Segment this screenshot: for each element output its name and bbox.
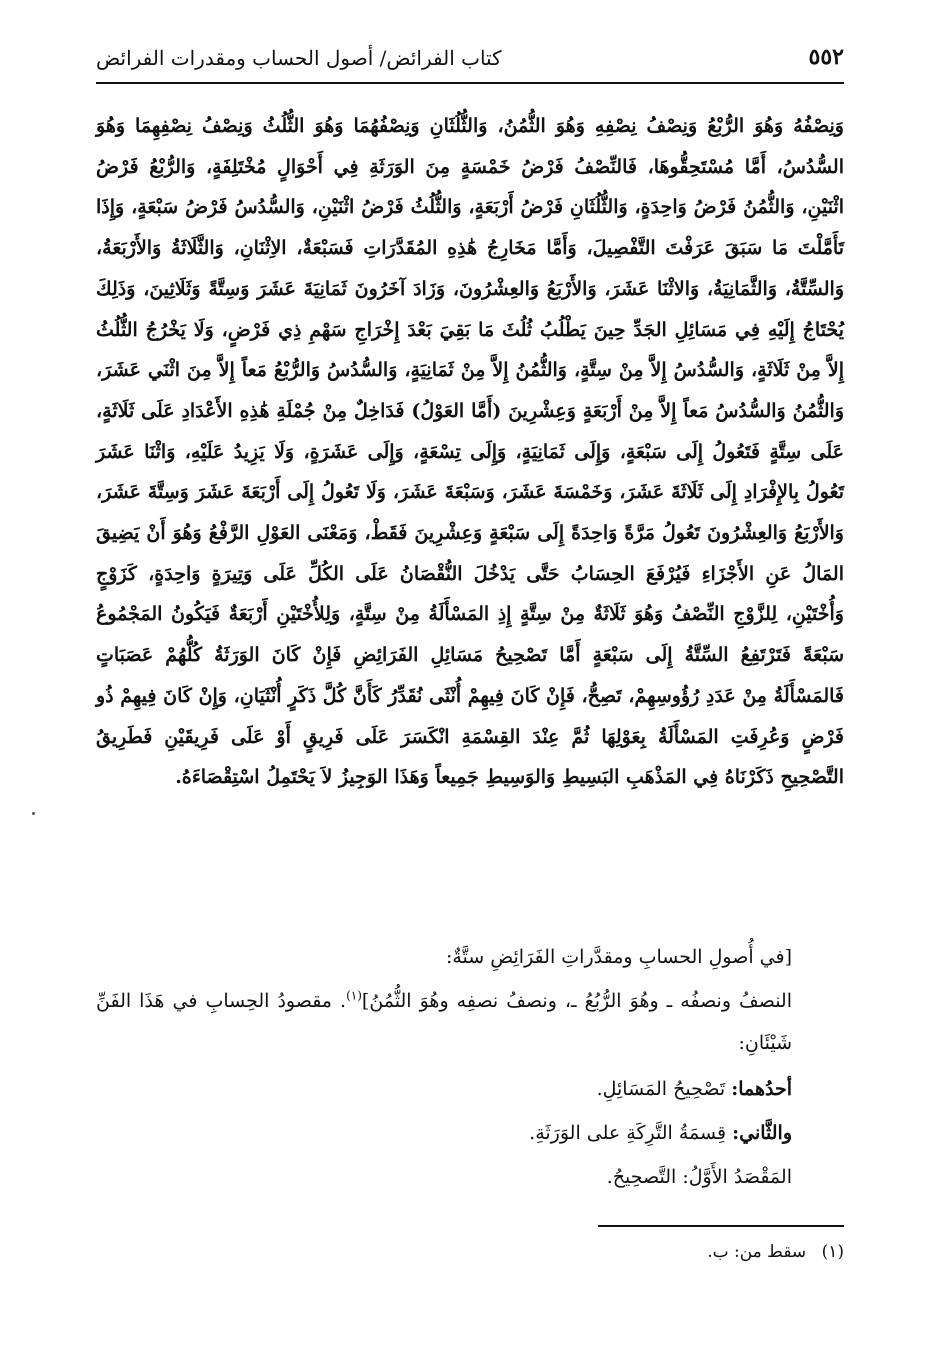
subsection-title: المَقْصَدُ الأَوَّلُ: التَّصحِيحُ.	[606, 1166, 792, 1188]
footnote-text: سقط من: ب.	[707, 1242, 807, 1262]
list-item-text: قِسمَةُ التَّرِكَةِ على الوَرَثَةِ.	[529, 1122, 727, 1144]
footnote-divider	[598, 1225, 844, 1227]
paragraph-text: النصفُ ونصفُه ـ وهُوَ الرُّبُعُ ـ، ونصفُ نصفِه وهُوَ الثُّمُنُ]	[361, 990, 793, 1012]
footnote-reference: (١)	[346, 988, 362, 1003]
footnote-mark: (١)	[821, 1242, 844, 1262]
list-item	[96, 1068, 844, 1110]
list-item	[96, 1112, 844, 1154]
header-divider	[96, 82, 844, 84]
section-heading: [في أُصولِ الحسابِ ومقدَّراتِ الفَرَائِضِ ستَّةٌ:	[445, 946, 792, 968]
list-item-text: تَصْحِيحُ المَسَائِلِ.	[596, 1078, 726, 1100]
main-commentary-text: وَنِصْفُهُ وَهُوَ الرُّبْعُ وَنِصْفُ نِصْفِهِ وَهُوَ الثُّمُنُ، وَالثُّلُثَانِ وَنِصْفُهُمَا وَهُوَ الثُّلُثُ وَنِصْفُ نِصْفِهِمَا وَهُوَ السُّدُسُ، أَمَّا مُسْتَحِقُّوهَا، فَالنِّصْفُ فَرْضُ خَمْسَةٍ مِنَ الوَرَثَةِ فِي أَحْوَالٍ مُخْتَلِفَةٍ، وَالرُّبْعُ فَرْضُ اثْنَيْنِ، وَالثُّمُنُ فَرْضُ وَاحِدَةٍ، وَالثُّلُثَانِ فَرْضُ أَرْبَعَةٍ، وَالثُّلُثُ فَرْضُ اثْنَيْنِ، وَالسُّدُسُ فَرْضُ سَبْعَةٍ، وَإِذَا تَأَمَّلْتَ مَا سَبَقَ عَرَفْتَ التَّفْصِيلَ، وَأَمَّا مَخَارِجُ هَٰذِهِ المُقَدَّرَاتِ فَسَبْعَةٌ، الاِثْنَانِ، وَالثَّلَاثَةُ وَالأَرْبَعَةُ، وَالسِّتَّةُ، وَالثَّمَانِيَةُ، وَالاثْنَا عَشَرَ، وَالأَرْبَعُ وَالعِشْرُونَ، وَزَادَ آخَرُونَ ثَمَانِيَةَ عَشَرَ وَسِتَّةً وَثَلَاثِينَ، وَذَلِكَ يُحْتَاجُ إِلَيْهِ فِي مَسَائِلِ الجَدِّ حِينَ يَطْلُبُ ثُلُثَ مَا بَقِيَ بَعْدَ إِخْرَاجِ سَهْمِ ذِي فَرْضٍ، وَلَا يَخْرُجُ الثُّلُثُ إِلاَّ مِنْ ثَلَاثَةٍ، وَالسُّدُسُ إِلاَّ مِنْ سِتَّةٍ، وَالثُّمُنُ إِلاَّ مِنْ ثَمَانِيَةٍ، وَالسُّدُسُ وَالرُّبْعُ مَعاً إِلاَّ مِنَ اثْنَي عَشَرَ، وَالثُّمُنُ وَالسُّدُسُ مَعاً إِلاَّ مِنْ أَرْبَعَةٍ وَعِشْرِينَ (أَمَّا العَوْلُ) فَدَاخِلٌ مِنْ جُمْلَةِ هَٰذِهِ الأَعْدَادِ عَلَى ثَلَاثَةٍ، عَلَى سِتَّةٍ فَتَعُولُ إِلَى سَبْعَةٍ، وَإِلَى ثَمَانِيَةٍ، وَإِلَى تِسْعَةٍ، وَإِلَى عَشَرَةٍ، وَلَا يَزِيدُ عَلَيْهِ، وَاثْنَا عَشَرَ تَعُولُ بِالإِفْرَادِ إِلَى ثَلَاثَةَ عَشَرَ، وَخَمْسَةَ عَشَرَ، وَسَبْعَةَ عَشَرَ، وَلَا تَعُولُ إِلَى أَرْبَعَةَ عَشَرَ وَسِتَّةَ عَشَرَ، وَالأَرْبَعُ وَالعِشْرُونَ تَعُولُ مَرَّةً وَاحِدَةً إِلَى سَبْعَةٍ وَعِشْرِينَ فَقَطْ، وَمَعْنَى العَوْلِ الرَّفْعُ وَهُوَ أَنْ يَضِيقَ المَالُ عَنِ الأَجْزَاءِ فَيُرْفَعَ الحِسَابُ حَتَّى يَدْخُلَ النُّقْصَانُ عَلَى الكُلِّ عَلَى وَتِيرَةٍ وَاحِدَةٍ، كَزَوْجٍ وَأُخْتَيْنِ، لِلزَّوْجِ النِّصْفُ وَهُوَ ثَلَاثَةٌ مِنْ سِتَّةٍ إِذِ المَسْأَلَةُ مِنْ سِتَّةٍ، وَلِلأُخْتَيْنِ أَرْبَعَةٌ فَيَكُونُ المَجْمُوعُ سَبْعَةً فَتَرْتَفِعُ السِّتَّةُ إِلَى سَبْعَةٍ أَمَّا تَصْحِيحُ مَسَائِلِ الفَرَائِضِ فَإِنْ كَانَ الوَرَثَةُ كُلُّهُمْ عَصَبَاتٍ فَالمَسْأَلَةُ مِنْ عَدَدِ رُؤُوسِهِمْ، تَصِحُّ، فَإِنْ كَانَ فِيهِمْ أُنْثَى نُقَدِّرُ كَأَنَّ كُلَّ ذَكَرٍ أُنْثَيَانِ، وَإِنْ كَانَ فِيهِمْ ذُو فَرْضٍ وَعُرِفَتِ المَسْأَلَةُ بِعَوْلِهَا ثُمَّ عِنْدَ القِسْمَةِ انْكَسَرَ عَلَى فَرِيقٍ أَوْ عَلَى فَرِيقَيْنِ فَطَرِيقُ التَّصْحِيحِ ذَكَرْنَاهُ فِي المَذْهَبِ البَسِيطِ وَالوَسِيطِ جَمِيعاً وَهَذَا الوَجِيزُ لاَ يَحْتَمِلُ اسْتِقْصَاءَهُ.	[96, 115, 844, 789]
scan-speck	[32, 812, 35, 815]
footnote	[96, 1236, 844, 1268]
section-paragraph	[96, 980, 844, 1064]
list-item-lead: والثَّاني:	[732, 1122, 792, 1144]
paragraph-tail: . مقصودُ الحِسابِ في هَذَا الفَنِّ شَيْئَانِ:	[96, 990, 792, 1054]
running-title: كتاب الفرائض/ أصول الحساب ومقدرات الفرائض	[96, 46, 502, 70]
list-item-lead: أحدُهما:	[731, 1078, 792, 1100]
page-number: ٥٥٢	[808, 44, 844, 70]
page-header	[96, 40, 844, 80]
